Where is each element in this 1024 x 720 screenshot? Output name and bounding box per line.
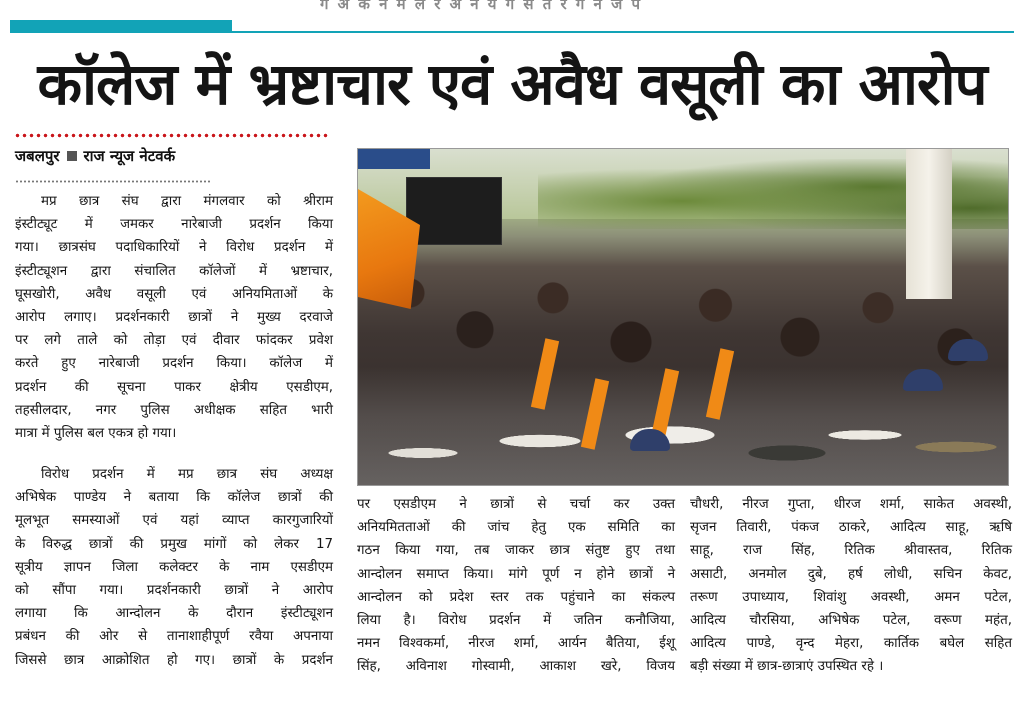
dateline-city: जबलपुर — [15, 147, 60, 165]
text-line: पर लगे ताले को तोड़ा एवं दीवार फांदकर प्रवेश — [15, 333, 333, 349]
cropped-masthead-text: ग अ क न म ल र अ न य ग स त र ग न ज प — [320, 0, 642, 13]
text-line: नमन विश्वकर्मा, नीरज शर्मा, आर्यन बैतिया, ईशू — [357, 636, 675, 652]
protest-photo — [357, 148, 1009, 486]
headline: कॉलेज में भ्रष्टाचार एवं अवैध वसूली का आरोप — [37, 50, 987, 118]
text-line: साहू, राज सिंह, रितिक श्रीवास्तव, रितिक — [690, 543, 1012, 559]
text-line: आन्दोलन समाप्त किया। मांगे पूर्ण न होने छात्रों ने — [357, 566, 675, 582]
text-line: गया। छात्रसंघ पदाधिकारियों ने विरोध प्रदर्शन में — [15, 240, 333, 256]
text-line: मप्र छात्र संघ द्वारा मंगलवार को श्रीराम — [41, 194, 333, 209]
article-column-1-top — [15, 190, 333, 445]
article-column-2 — [357, 493, 675, 679]
header-accent-bar — [10, 20, 232, 33]
text-line: प्रदर्शन की सूचना पाकर क्षेत्रीय एसडीएम, — [15, 379, 333, 395]
text-line: तरूण उपाध्याय, शिवांशु अवस्थी, अमन पटेल, — [690, 589, 1012, 605]
dateline-underline — [15, 180, 211, 183]
text-line: सिंह, अविनाश गोस्वामी, आकाश खरे, विजय — [357, 659, 675, 675]
text-line: इंस्टीट्यूट में जमकर नारेबाजी प्रदर्शन किया — [15, 217, 333, 233]
text-line: प्रबंधन की ओर से तानाशाहीपूर्ण रवैया अपनाया — [15, 629, 333, 645]
article-column-1-bottom — [15, 463, 333, 672]
text-line: करते हुए नारेबाजी प्रदर्शन किया। कॉलेज में — [15, 356, 333, 372]
text-line: आन्दोलन को प्रदेश स्तर तक पहुंचाने का संकल्प — [357, 589, 675, 605]
text-line: सूत्रीय ज्ञापन जिला कलेक्टर के नाम एसडीएम — [15, 559, 333, 575]
text-line: विरोध प्रदर्शन में मप्र छात्र संघ अध्यक्ष — [41, 467, 333, 482]
text-line: सृजन तिवारी, पंकज ठाकरे, आदित्य साहू, ऋषि — [690, 520, 1012, 536]
text-line: बड़ी संख्या में छात्र-छात्राएं उपस्थित रहे । — [690, 659, 884, 675]
text-line: आदित्य पाण्डे, वृन्द मेहरा, कार्तिक बघेल सहित — [690, 636, 1012, 652]
square-bullet-icon — [67, 151, 77, 161]
text-line: असाटी, अनमोल दुबे, हर्ष लोधी, सचिन केवट, — [690, 566, 1012, 582]
article-column-3 — [690, 493, 1012, 679]
text-line: मात्रा में पुलिस बल एकत्र हो गया। — [15, 426, 177, 442]
dotted-divider — [14, 133, 330, 138]
header-rule — [232, 31, 1014, 33]
text-line: पर एसडीएम ने छात्रों से चर्चा कर उक्त — [357, 497, 675, 512]
text-line: तहसीलदार, नगर पुलिस अधीक्षक सहित भारी — [15, 402, 333, 418]
text-line: लिया है। विरोध प्रदर्शन में जतिन कनौजिया, — [357, 613, 675, 629]
text-line: चौधरी, नीरज गुप्ता, धीरज शर्मा, साकेत अवस्थी, — [690, 497, 1012, 512]
dateline-source: राज न्यूज नेटवर्क — [83, 147, 176, 165]
text-line: अनियमितताओं की जांच हेतु एक समिति का — [357, 520, 675, 536]
photo-banner — [358, 149, 430, 169]
text-line: मूलभूत समस्याओं एवं यहां व्याप्त कारगुजारियों — [15, 513, 333, 529]
photo-speaker-stack — [406, 177, 502, 245]
text-line: के विरुद्ध छात्रों की प्रमुख मांगों को लेकर 17 — [15, 536, 333, 552]
text-line: आरोप लगाए। प्रदर्शनकारी छात्रों ने मुख्य दरवाजे — [15, 310, 333, 326]
text-line: जिससे छात्र आक्रोशित हो गए। छात्रों के प्रदर्शन — [15, 652, 333, 668]
text-line: इंस्टीट्यूशन द्वारा संचालित कॉलेजों में भ्रष्टाचार, — [15, 263, 333, 279]
dateline — [15, 146, 335, 168]
text-line: लगाया कि आन्दोलन के दौरान इंस्टीट्यूशन — [15, 606, 333, 622]
text-line: अभिषेक पाण्डेय ने बताया कि कॉलेज छात्रों की — [15, 490, 333, 506]
text-line: गठन किया गया, तब जाकर छात्र संतुष्ट हुए तथा — [357, 543, 675, 559]
text-line: को सौंपा गया। प्रदर्शनकारी छात्रों ने आरोप — [15, 583, 333, 599]
text-line: घूसखोरी, अवैध वसूली एवं अनियमिताओं के — [15, 286, 333, 302]
text-line: आदित्य चौरसिया, अभिषेक पटेल, वरूण महंत, — [690, 613, 1012, 629]
